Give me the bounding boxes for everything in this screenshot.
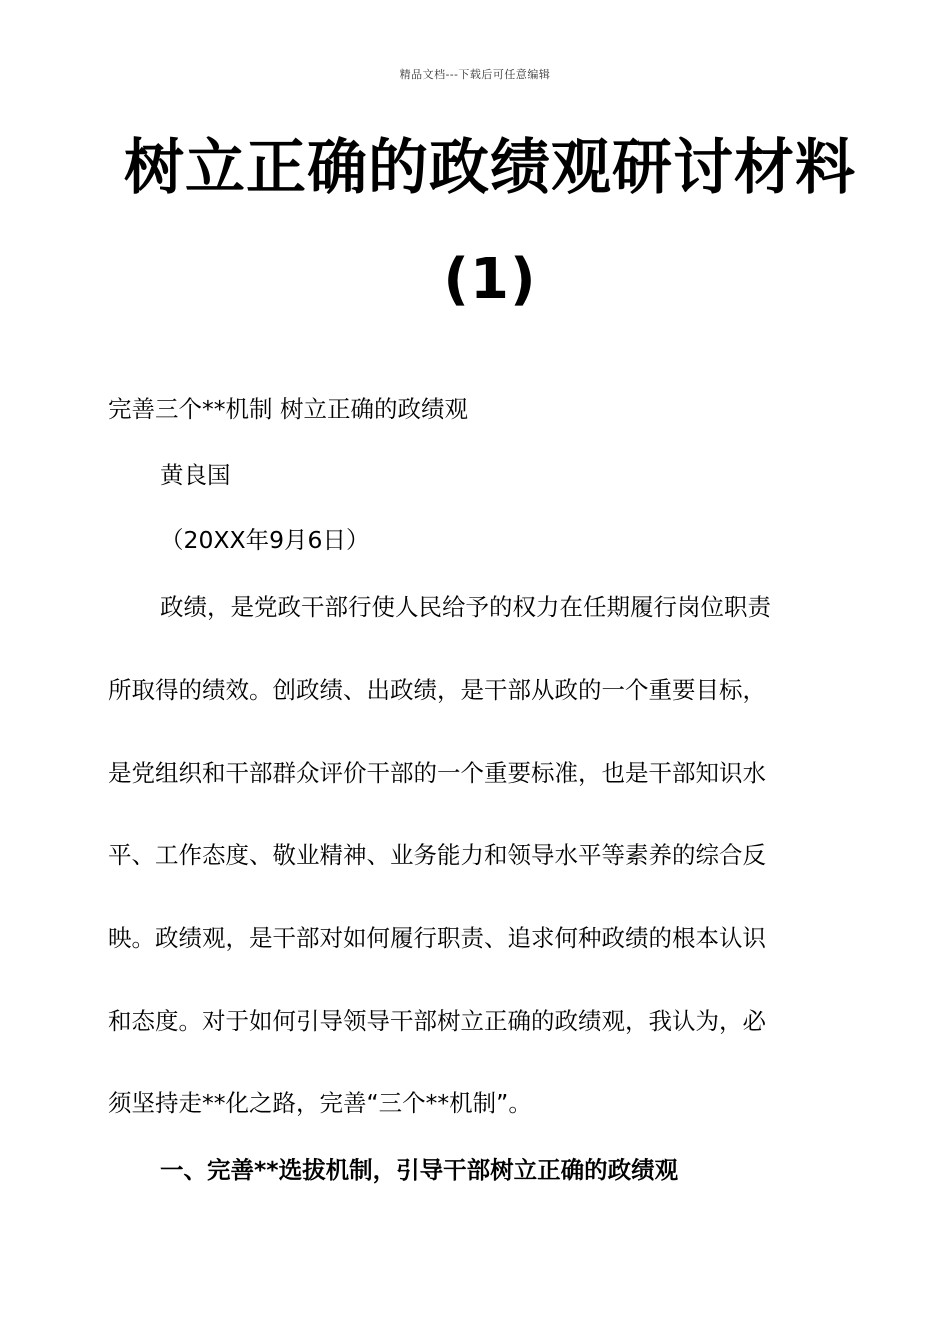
- paragraph-line: 映。政绩观，是干部对如何履行职责、追求何种政绩的根本认识: [108, 924, 766, 952]
- document-subtitle: 完善三个**机制 树立正确的政绩观: [108, 395, 468, 423]
- document-date: （20XX年9月6日）: [160, 526, 370, 554]
- author-name: 黄良国: [160, 461, 231, 489]
- paragraph-line: 所取得的绩效。创政绩、出政绩，是干部从政的一个重要目标，: [108, 676, 766, 704]
- paragraph-line: 是党组织和干部群众评价干部的一个重要标准，也是干部知识水: [108, 759, 766, 787]
- document-title: 树立正确的政绩观研讨材料: [124, 133, 856, 203]
- section-heading: 一、完善**选拔机制，引导干部树立正确的政绩观: [160, 1156, 679, 1184]
- paragraph-line: 平、工作态度、敬业精神、业务能力和领导水平等素养的综合反: [108, 841, 766, 869]
- page-header: 精品文档---下载后可任意编辑: [399, 68, 551, 81]
- document-title-number: (1): [443, 247, 537, 312]
- paragraph-line: 须坚持走**化之路，完善“三个**机制”。: [108, 1089, 532, 1117]
- paragraph-line: 政绩，是党政干部行使人民给予的权力在任期履行岗位职责: [160, 593, 771, 621]
- paragraph-line: 和态度。对于如何引导领导干部树立正确的政绩观，我认为，必: [108, 1007, 766, 1035]
